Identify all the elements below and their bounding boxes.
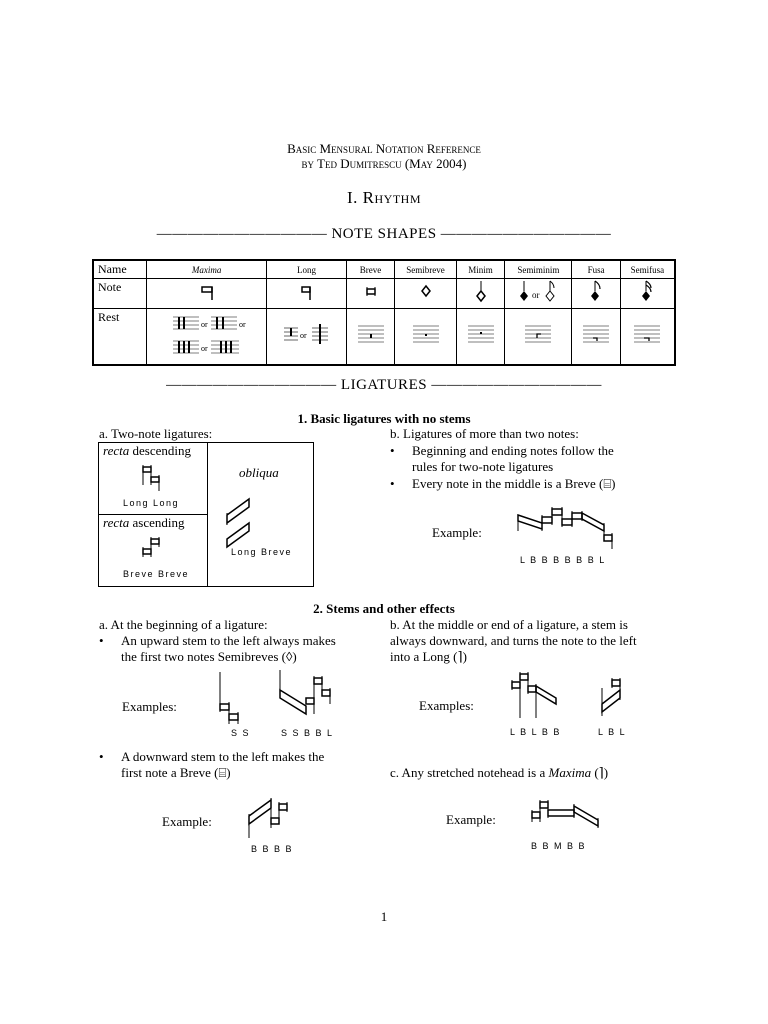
table-row-rest [93, 309, 675, 366]
middle-end-line1: b. At the middle or end of a ligature, a stem is [390, 617, 628, 632]
semibreve-note-icon [395, 279, 457, 309]
col-maxima: Maxima [147, 260, 267, 279]
two-note-box [98, 442, 314, 587]
middle-stem-ligature-icon [506, 668, 636, 728]
upward-example2-notes: S S B B L [281, 728, 334, 738]
section-title: I. Rhythm [347, 188, 421, 207]
note-shapes-table [92, 259, 676, 366]
downward-stem-line2: first note a Breve (⌸) [121, 765, 231, 780]
svg-text:or: or [238, 320, 246, 329]
col-long: Long [267, 260, 347, 279]
doc-title-line2: by Ted Dumitrescu (May 2004) [301, 156, 467, 171]
downward-stem-ligature-icon [243, 792, 303, 842]
breve-note-icon [346, 279, 394, 309]
ligatures-rule-title: ——————————— LIGATURES ——————————— [166, 377, 602, 393]
svg-text:or: or [532, 290, 540, 300]
recta-ascending-notes: Breve Breve [123, 569, 190, 579]
upward-stem-line2: the first two notes Semibreves (◊) [121, 649, 297, 664]
example-label: Example: [432, 525, 482, 540]
col-semiminim: Semiminim [505, 260, 572, 279]
col-semifusa: Semifusa [620, 260, 675, 279]
semifusa-rest-icon [620, 309, 675, 366]
doc-title-line1: Basic Mensural Notation Reference [287, 141, 481, 156]
bullet-dot: • [390, 443, 395, 458]
downward-stem-line1: A downward stem to the left makes the [121, 749, 325, 764]
page-number: 1 [380, 909, 388, 924]
minim-rest-icon [456, 309, 504, 366]
more-notes-bullet1-line2: rules for two-note ligatures [412, 459, 554, 474]
col-breve: Breve [346, 260, 394, 279]
semiminim-rest-icon [505, 309, 572, 366]
stretched-notehead-ligature-icon [526, 796, 616, 836]
recta-descending-cell [99, 443, 208, 515]
downward-example-notes: B B B B [251, 844, 294, 854]
middle-example2-notes: L B L [598, 727, 627, 737]
bullet-dot: • [390, 476, 395, 491]
upward-example1-notes: S S [231, 728, 251, 738]
example-notes: L B B B B B B L [520, 555, 606, 565]
col-semibreve: Semibreve [395, 260, 457, 279]
bullet-dot: • [99, 749, 104, 764]
recta-descending-icon [139, 463, 169, 493]
section2-heading: 2. Stems and other effects [313, 601, 455, 616]
middle-end-line2: always downward, and turns the note to the left [390, 633, 637, 648]
more-notes-bullet2: Every note in the middle is a Breve (⌸) [412, 476, 616, 491]
example-label: Example: [446, 812, 496, 827]
stretched-notehead-title: c. Any stretched notehead is a Maxima (⌉) [390, 765, 609, 780]
semibreve-rest-icon [395, 309, 457, 366]
svg-text:or: or [200, 344, 208, 353]
recta-ascending-icon [139, 535, 169, 565]
row-label-note: Note [93, 279, 147, 309]
middle-example1-notes: L B L B B [510, 727, 561, 737]
svg-text:or: or [299, 331, 307, 340]
col-minim: Minim [456, 260, 504, 279]
upward-stem-line1: An upward stem to the left always makes [121, 633, 336, 648]
svg-text:or: or [200, 320, 208, 329]
fusa-rest-icon [572, 309, 620, 366]
semifusa-note-icon [620, 279, 675, 309]
upward-stem-ligature-icon [214, 668, 354, 728]
recta-descending-label: recta descending [103, 443, 191, 458]
recta-ascending-label: recta ascending [103, 515, 185, 530]
multi-note-ligature-icon [514, 505, 624, 555]
minim-note-icon [456, 279, 504, 309]
example-label: Example: [162, 814, 212, 829]
table-row-note [93, 279, 675, 309]
maxima-rest-icon [147, 309, 267, 366]
recta-descending-notes: Long Long [123, 498, 180, 508]
beginning-title: a. At the beginning of a ligature: [99, 617, 268, 632]
semiminim-note-icon [505, 279, 572, 309]
row-label-rest: Rest [93, 309, 147, 366]
two-note-title: a. Two-note ligatures: [99, 426, 213, 441]
examples-label: Examples: [419, 698, 474, 713]
note-shapes-rule-title: ——————————— NOTE SHAPES ——————————— [156, 226, 612, 242]
bullet-dot: • [99, 633, 104, 648]
stretched-example-notes: B B M B B [531, 841, 587, 851]
more-notes-title: b. Ligatures of more than two notes: [390, 426, 579, 441]
long-rest-icon [267, 309, 347, 366]
col-fusa: Fusa [572, 260, 620, 279]
section1-heading: 1. Basic ligatures with no stems [297, 411, 471, 426]
obliqua-label: obliqua [239, 465, 279, 480]
more-notes-bullet1-line1: Beginning and ending notes follow the [412, 443, 614, 458]
table-row-name [93, 260, 675, 279]
examples-label: Examples: [122, 699, 177, 714]
fusa-note-icon [572, 279, 620, 309]
breve-rest-icon [346, 309, 394, 366]
recta-ascending-cell [99, 515, 208, 586]
row-label-name: Name [93, 260, 147, 279]
middle-end-line3: into a Long (⌉) [390, 649, 467, 664]
long-note-icon [267, 279, 347, 309]
maxima-note-icon [147, 279, 267, 309]
obliqua-notes: Long Breve [231, 547, 293, 557]
